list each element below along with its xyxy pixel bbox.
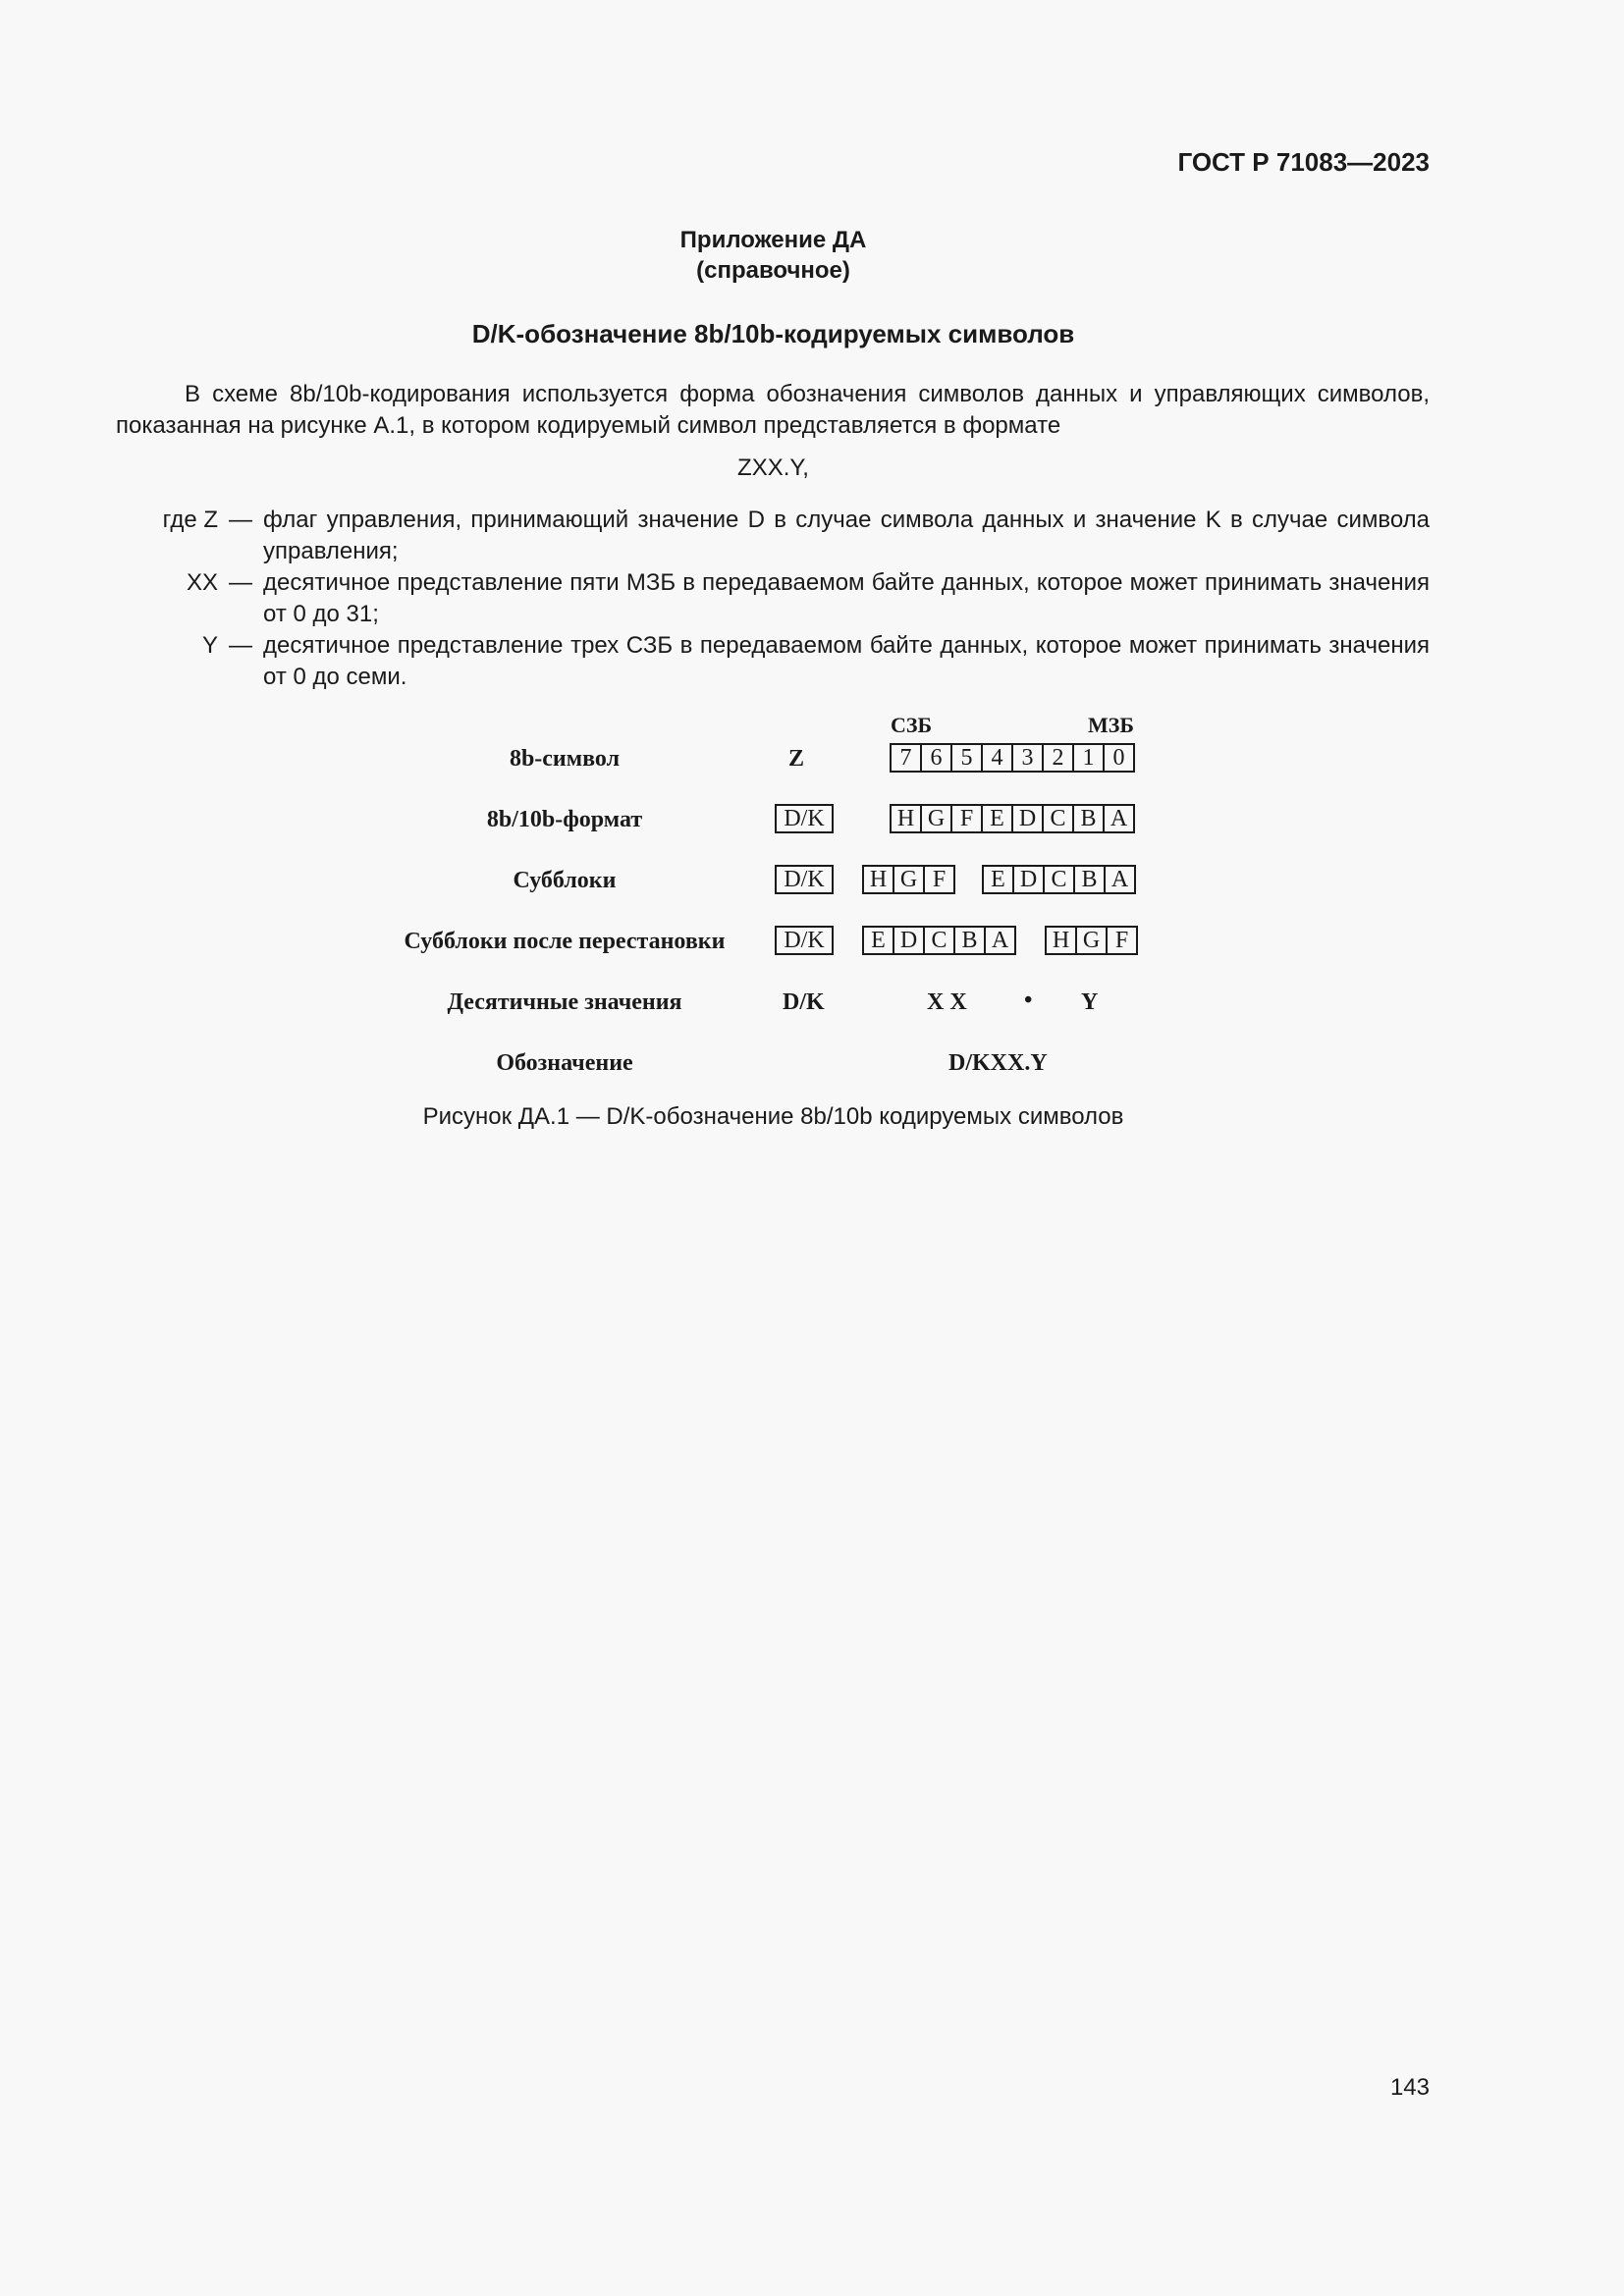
bit-boxes-8b10b-format [890, 804, 1135, 833]
definition-text: десятичное представление пяти МЗБ в передаваемом байте данных, которое может принимать значения от 0 до 31; [263, 569, 1430, 627]
definition-y [116, 630, 1430, 693]
bit-box: G [1077, 926, 1108, 955]
dk-box-subblocks-swapped [775, 926, 834, 955]
bit-box: C [925, 926, 955, 955]
decimal-xx: X X [927, 989, 967, 1015]
lsb-label: МЗБ [1088, 713, 1134, 737]
row-z-8b-symbol: Z [788, 746, 805, 772]
bit-boxes-8b-symbol [890, 743, 1135, 773]
row-label-8b-symbol: 8b-символ [509, 746, 621, 772]
bit-box: 2 [1044, 743, 1074, 773]
dk-box: D/K [775, 804, 834, 833]
bit-box: A [986, 926, 1016, 955]
bit-box: B [955, 926, 986, 955]
bit-box: A [1106, 865, 1136, 894]
bit-box: G [922, 804, 952, 833]
figure-caption: Рисунок ДА.1 — D/K-обозначение 8b/10b кодируемых символов [422, 1103, 1124, 1130]
bit-box: C [1045, 865, 1075, 894]
row-label-8b10b-format: 8b/10b-формат [486, 807, 643, 832]
bit-box: D [1014, 865, 1045, 894]
row-label-decimal-values: Десятичные значения [447, 989, 682, 1015]
definition-term: XX [186, 569, 218, 596]
subblock-hgf-swapped [1045, 926, 1138, 955]
bit-box: E [982, 865, 1014, 894]
definition-text: десятичное представление трех СЗБ в передаваемом байте данных, которое может принимать значения от 0 до семи. [263, 632, 1430, 690]
definition-term: Y [201, 632, 218, 659]
bit-box: H [862, 865, 894, 894]
bit-box: F [925, 865, 955, 894]
standard-code: ГОСТ Р 71083—2023 [1177, 147, 1430, 177]
row-label-notation: Обозначение [496, 1050, 633, 1076]
msb-label: СЗБ [891, 713, 933, 737]
bit-box: 5 [952, 743, 983, 773]
definition-term: где Z [162, 507, 218, 533]
definition-text: флаг управления, принимающий значение D в случае символа данных и значение K в случае символа управления; [263, 507, 1430, 564]
dk-box: D/K [775, 865, 834, 894]
bit-box: G [894, 865, 925, 894]
decimal-dk: D/K [783, 989, 825, 1015]
page-number: 143 [1389, 2074, 1430, 2101]
intro-paragraph: В схеме 8b/10b-кодирования используется форма обозначения символов данных и управляющих символов, показанная на рисунке А.1, в котором кодируемый символ представляется в формате [116, 381, 1430, 439]
definition-dash: — [229, 569, 252, 596]
decimal-y: Y [1081, 989, 1099, 1015]
section-title: D/K-обозначение 8b/10b-кодируемых символов [471, 319, 1075, 348]
definitions-list [116, 505, 1430, 693]
subblock-edcba [982, 865, 1136, 894]
row-label-subblocks: Субблоки [513, 868, 617, 893]
bit-box: B [1074, 804, 1105, 833]
definition-z [116, 505, 1430, 567]
bit-box: 6 [922, 743, 952, 773]
bit-box: 1 [1074, 743, 1105, 773]
row-label-subblocks-swapped: Субблоки после перестановки [404, 929, 726, 954]
definition-xx [116, 567, 1430, 630]
bit-box: 4 [983, 743, 1013, 773]
bit-box: H [890, 804, 922, 833]
appendix-title: Приложение ДА [679, 227, 867, 253]
bit-box: B [1075, 865, 1106, 894]
bit-box: E [983, 804, 1013, 833]
bit-box: F [1108, 926, 1138, 955]
bit-box: E [862, 926, 894, 955]
appendix-subtitle: (справочное) [696, 257, 850, 284]
bit-box: D [894, 926, 925, 955]
bit-box: H [1045, 926, 1077, 955]
bit-box: F [952, 804, 983, 833]
bit-box: C [1044, 804, 1074, 833]
dk-box-8b10b-format [775, 804, 834, 833]
bit-box: 7 [890, 743, 922, 773]
bit-box: D [1013, 804, 1044, 833]
decimal-dot: • [1024, 988, 1033, 1013]
definition-dash: — [229, 507, 252, 533]
dk-box-subblocks [775, 865, 834, 894]
subblock-edcba-swapped [862, 926, 1016, 955]
bit-box: 3 [1013, 743, 1044, 773]
dk-box: D/K [775, 926, 834, 955]
notation-value: D/KXX.Y [948, 1050, 1048, 1076]
definition-dash: — [229, 632, 252, 659]
bit-box: 0 [1105, 743, 1135, 773]
bit-box: A [1105, 804, 1135, 833]
subblock-hgf [862, 865, 955, 894]
format-formula: ZXX.Y, [737, 454, 809, 481]
